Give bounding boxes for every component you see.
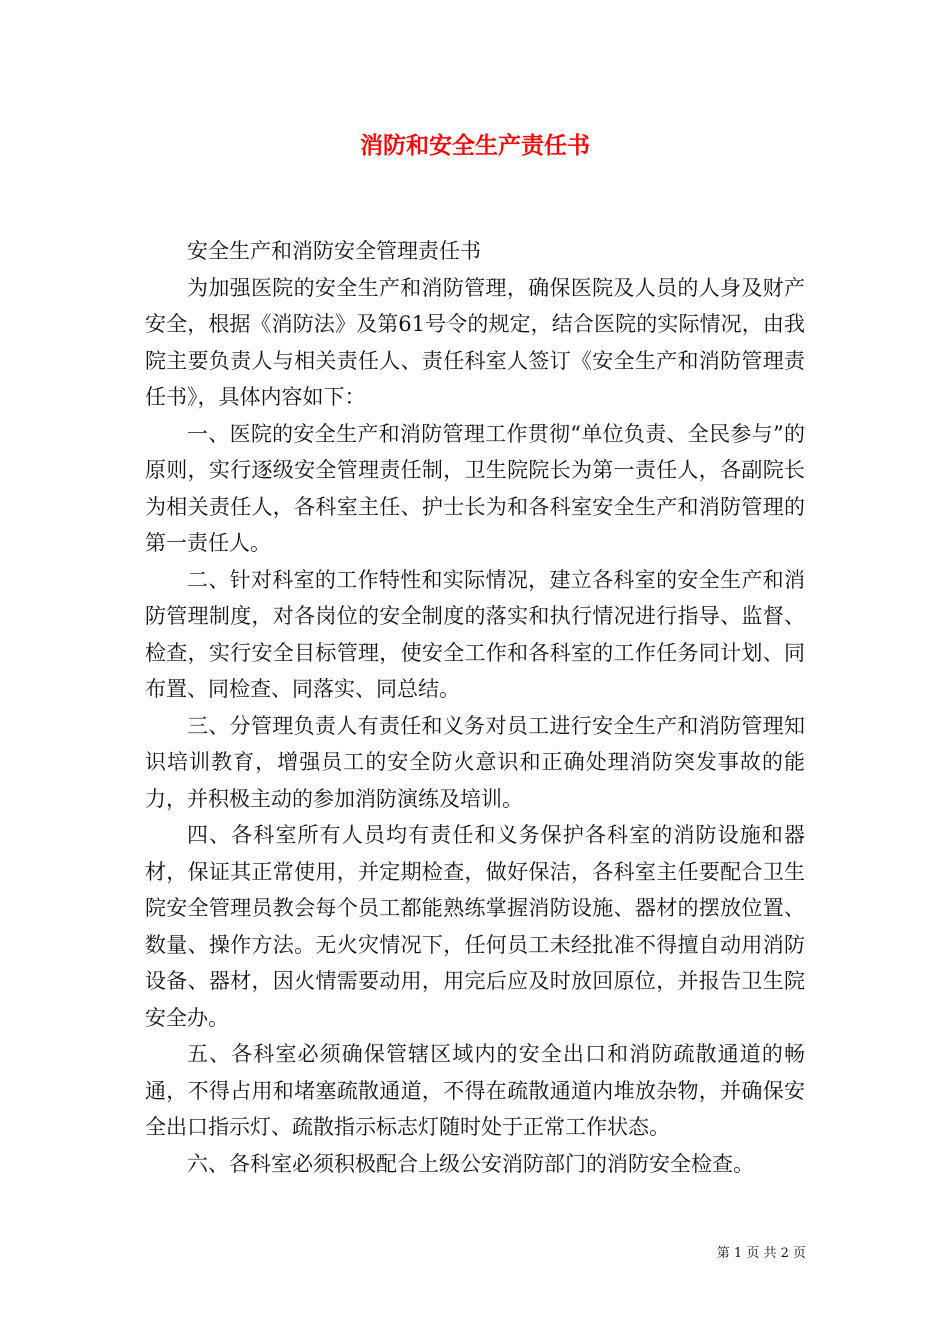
paragraph-clause-5: 五、各科室必须确保管辖区域内的安全出口和消防疏散通道的畅通，不得占用和堵塞疏散通道，不得在疏散通道内堆放杂物，并确保安全出口指示灯、疏散指示标志灯随时处于正常工作状态。 (145, 1042, 805, 1139)
paragraph-clause-2: 二、针对科室的工作特性和实际情况，建立各科室的安全生产和消防管理制度，对各岗位的安全制度的落实和执行情况进行指导、监督、检查，实行安全目标管理，使安全工作和各科室的工作任务同计划、同布置、同检查、同落实、同总结。 (145, 567, 805, 701)
paragraph-clause-6: 六、各科室必须积极配合上级公安消防部门的消防安全检查。 (187, 1151, 754, 1176)
document-subtitle: 安全生产和消防安全管理责任书 (187, 239, 481, 263)
paragraph-clause-3: 三、分管理负责人有责任和义务对员工进行安全生产和消防管理知识培训教育，增强员工的安全防火意识和正确处理消防突发事故的能力，并积极主动的参加消防演练及培训。 (145, 713, 805, 811)
paragraph-intro: 为加强医院的安全生产和消防管理，确保医院及人员的人身及财产安全，根据《消防法》及第61号令的规定，结合医院的实际情况，由我院主要负责人与相关责任人、责任科室人签订《安全生产和消防管理责任书》，具体内容如下： (145, 275, 805, 409)
paragraph-clause-1: 一、医院的安全生产和消防管理工作贯彻“单位负责、全民参与”的原则，实行逐级安全管理责任制，卫生院院长为第一责任人，各副院长为相关责任人，各科室主任、护士长为和各科室安全生产和消防管理的第一责任人。 (145, 421, 805, 555)
page-number-footer: 第 1 页 共 2 页 (716, 1246, 806, 1261)
paragraph-clause-4: 四、各科室所有人员均有责任和义务保护各科室的消防设施和器材，保证其正常使用，并定期检查，做好保洁，各科室主任要配合卫生院安全管理员教会每个员工都能熟练掌握消防设施、器材的摆放位置、数量、操作方法。无火灾情况下，任何员工未经批准不得擅自动用消防设备、器材，因火情需要动用，用完后应及时放回原位，并报告卫生院安全办。 (145, 823, 805, 1030)
document-body (145, 233, 805, 1182)
document-title: 消防和安全生产责任书 (360, 132, 590, 159)
